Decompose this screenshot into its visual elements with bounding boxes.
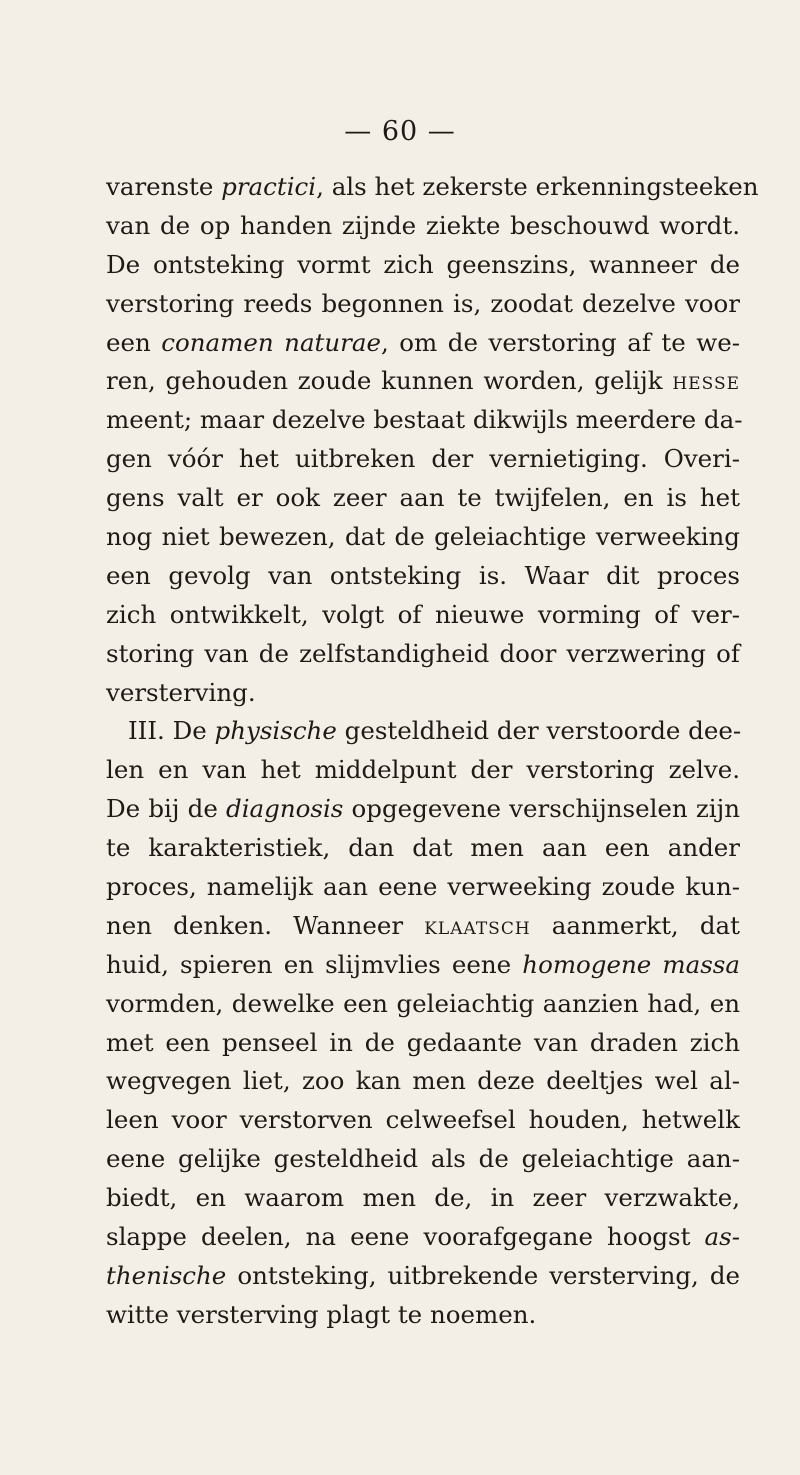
text-line [106,635,740,674]
text-run: slappe deelen, na eene voorafgegane hoogst [106,1222,705,1252]
text-line [106,1140,740,1179]
author-name: hesse [672,366,740,396]
text-run: meent; maar dezelve bestaat dikwijls meerdere da- [106,405,743,435]
text-line [106,985,740,1024]
text-run: een [106,327,162,357]
text-run: met een penseel in de gedaante van draden zich [106,1027,740,1057]
text-run: proces, namelijk aan eene verweeking zoude kun- [106,872,740,902]
text-run: opgegevene verschijnselen zijn [343,794,740,824]
text-line [106,674,740,713]
text-line [106,868,740,907]
text-run: eene gelijke gesteldheid als de geleiachtige aan- [106,1144,740,1174]
text-run: wegvegen liet, zoo kan men deze deeltjes wel al- [106,1066,740,1096]
text-line [106,440,740,479]
text-run: huid, spieren en slijmvlies eene [106,949,523,979]
text-run: ontsteking, uitbrekende versterving, de [226,1260,740,1290]
italic-term: practici [221,172,317,201]
text-run: gesteldheid der verstoorde dee- [336,716,742,746]
text-run: , om de verstoring af te we- [381,327,740,357]
text-line [106,1062,740,1101]
text-line [106,1257,740,1296]
italic-term: diagnosis [226,794,344,824]
text-line [106,401,743,440]
text-line [106,907,740,946]
italic-term: homogene massa [522,949,740,979]
text-line [106,518,740,557]
text-run: nog niet bewezen, dat de geleiachtige verweeking [106,522,740,552]
text-run: zich ontwikkelt, volgt of nieuwe vorming of ver- [106,599,740,629]
text-run: storing van de zelfstandigheid door verzwering of [106,638,740,668]
italic-term: physische [214,716,337,746]
text-run: van de op handen zijnde ziekte beschouwd wordt. [106,210,740,240]
text-run: III. De [128,716,215,746]
text-line [106,324,740,363]
text-line [106,1179,740,1218]
text-line [106,207,740,246]
text-run: te karakteristiek, dan dat men aan een ander [106,833,740,863]
text-run: witte versterving plagt te noemen. [106,1299,537,1329]
text-run: biedt, en waarom men de, in zeer verzwakte, [106,1183,740,1213]
text-line [106,168,759,207]
text-run: len en van het middelpunt der verstoring zelve. [106,755,740,785]
text-line [106,1101,740,1140]
text-run: aanmerkt, dat [530,910,740,940]
text-line [106,246,740,285]
text-line [106,596,740,635]
italic-term: as- [704,1222,740,1252]
text-line [106,479,740,518]
text-run: verstoring reeds begonnen is, zoodat dezelve voor [106,288,740,318]
text-run: vormden, dewelke een geleiachtig aanzien had, en [106,988,740,1018]
text-run: varenste [106,172,222,201]
text-line [106,285,740,324]
text-run: , als het zekerste erkenningsteeken [316,172,759,201]
text-run: versterving. [106,677,256,707]
text-run: De ontsteking vormt zich geenszins, wanneer de [106,249,740,279]
text-line [106,790,740,829]
text-line [106,1218,740,1257]
body-text [106,168,759,1335]
text-line [106,751,740,790]
text-line [106,712,740,751]
author-name: klaatsch [424,910,531,940]
text-line [106,1296,740,1335]
text-line [106,829,740,868]
text-line [106,362,740,401]
italic-term: conamen naturae [161,327,381,357]
text-line [106,557,740,596]
text-run: ren, gehouden zoude kunnen worden, gelijk [106,366,673,396]
page-number: — 60 — [344,116,456,147]
text-line [106,946,740,985]
text-run: gens valt er ook zeer aan te twijfelen, en is het [106,483,740,513]
text-run: een gevolg van ontsteking is. Waar dit proces [106,560,740,590]
italic-term: thenische [106,1260,227,1290]
text-run: De bij de [106,794,227,824]
text-run: nen denken. Wanneer [106,910,425,940]
text-line [106,1024,740,1063]
text-run: gen vóór het uitbreken der vernietiging. Overi- [106,444,740,474]
text-run: leen voor verstorven celweefsel houden, hetwelk [106,1105,740,1135]
